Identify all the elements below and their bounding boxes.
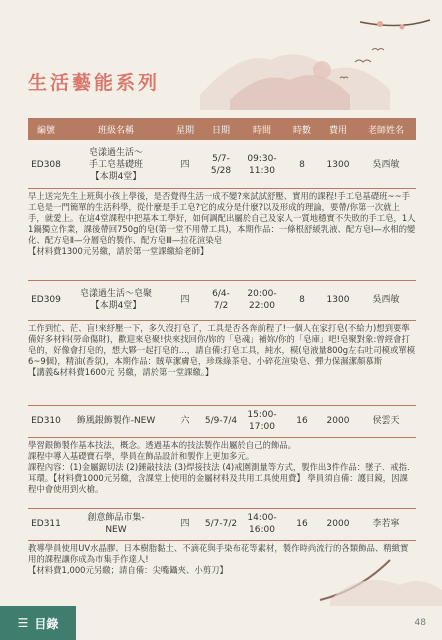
header-cell-hours: 時數 (292, 125, 311, 136)
course-fee: 2000 (326, 519, 350, 529)
page-number: 48 (414, 618, 426, 628)
course-name: 飾風銀飾製作-NEW (76, 416, 156, 426)
header-cell-id: 編號 (36, 125, 55, 136)
course-teacher: 吳西敏 (372, 295, 400, 305)
divider (28, 320, 416, 321)
table-row (28, 511, 416, 537)
course-id: ED309 (31, 295, 61, 305)
course-teacher: 李若寧 (372, 519, 400, 529)
course-day: 六 (180, 416, 190, 426)
header-cell-date: 日期 (211, 125, 230, 136)
header-cell-fee: 費用 (328, 125, 347, 136)
table-row (28, 145, 416, 185)
header-cell-time: 時間 (252, 125, 271, 136)
divider (28, 540, 416, 541)
header-cell-day: 星期 (175, 125, 194, 136)
bird-shape (355, 60, 371, 62)
list-icon: ☰ (17, 616, 29, 630)
header-cell-name: 班級名稱 (97, 125, 134, 136)
blossom-shape (377, 21, 383, 27)
course-time: 15:00- 17:00 (247, 410, 277, 432)
course-fee: 2000 (326, 416, 350, 426)
course-date: 5/9-7/4 (204, 416, 238, 426)
table-row (28, 283, 416, 317)
divider (28, 508, 416, 509)
sun-shape (313, 61, 331, 79)
course-hours: 16 (296, 519, 308, 529)
course-hours: 8 (299, 160, 305, 170)
course-description: 早上送完先生上班與小孩上學後，是否覺得生活一成不變?來試試舒壓、實用的課程!手工皂基礎班~~手工皂是一門簡單的生活科學，從什麼是手工皂?它的成分是什麼?以及形成的理論，要帶/你第一次就上手，就愛上。在這4堂課程中把基本工學好，如何調配出屬於自己及家人一質地穩實不失敗的手工皂，1人1鍋獨立作業，課後帶回750g的皂(第一堂不用帶工具)，本期作品：一條根舒緩乳液、配方皂Ⅰ—水相的變化、配方皂Ⅱ—分層皂的製作、配方皂Ⅲ—拉花渲染皂 【材料費1300元另繳，請於第一堂課繳給老師】 (28, 191, 416, 256)
course-id: ED311 (31, 519, 61, 529)
course-name: 創意飾品市集- NEW (87, 513, 145, 535)
course-time: 09:30- 11:30 (247, 154, 277, 176)
course-teacher: 吳西敏 (372, 160, 400, 170)
course-date: 5/7-7/2 (204, 519, 238, 529)
page-title: 生活藝能系列 (28, 72, 161, 94)
course-fee: 1300 (326, 160, 350, 170)
course-fee: 1300 (326, 295, 350, 305)
course-date: 5/7- 5/28 (210, 154, 232, 176)
table-of-contents-button[interactable] (0, 606, 76, 640)
table-header (28, 118, 416, 140)
bird-shape (372, 49, 384, 51)
course-name: 皂漾過生活～皂聚 【本期4堂】 (79, 289, 152, 311)
divider (28, 405, 416, 406)
course-teacher: 侯雲天 (372, 416, 400, 426)
course-day: 四 (180, 519, 190, 529)
blossom-shape (400, 25, 405, 30)
course-name: 皂漾過生活～ 手工皂基礎班 【本期4堂】 (88, 148, 143, 182)
course-description: 教導學員使用UV水晶膠、日本樹脂黏土、不滴花與手染布花等素材，製作時尚流行的各類飾品、精緻實用的課程讓你成為市集手作達人! 【材料費1,000元另繳；請自備：尖嘴鑷夾、小剪刀】 (28, 543, 409, 575)
course-description: 學習銀飾製作基本技法，概念。透過基本的技法製作出屬於自己的飾品。 課程中導入基礎寶石學，學員在飾品設計和製作上更加多元。 課程內容：(1)金屬鋸切法 (2)錘敲技法 (3)焊接技法 (4)戒圍測量等方式，製作出3件作品：墜子．戒指．耳環。【材料費1000元另繳，含課堂上使用的金屬材料及共用工具使用費】 學員須自備：護目鏡，因課程中會使用到火槍。 (28, 440, 416, 494)
table-row (28, 408, 416, 434)
course-description: 工作到忙、茫、盲!來紓壓一下，多久沒打皂了，工具是否各奔前程了!一個人在家打皂(不給力)想到要準備好多材料(勞命傷財)，歡迎來皂聚!快來找回你/妳的「皂魂」補妳/你的「皂庫」吧!皂聚對象:曾經會打皂的，好像會打皂的，想大夥一起打皂的...，請自備:打皂工具，純水，模(皂液量800g左右吐司模或單模6~9個)，精油(香氛)，本期作品：賊草潔膚皂，珍珠綠茶皂、小碎花渲染皂、彈力保濕潔顏慕斯 【講義&材料費1600元 另繳，請於第一堂課繳。】 (28, 323, 416, 377)
course-time: 20:00- 22:00 (247, 289, 277, 311)
divider (28, 280, 416, 281)
table-of-contents-label: 目錄 (34, 616, 59, 631)
course-id: ED310 (31, 416, 61, 426)
course-hours: 16 (296, 416, 308, 426)
course-id: ED308 (31, 160, 61, 170)
mountain-shape (330, 580, 442, 606)
branch-shape (360, 20, 430, 26)
course-date: 6/4- 7/2 (212, 289, 230, 311)
header-cell-teacher: 老師姓名 (367, 125, 404, 136)
course-hours: 8 (299, 295, 305, 305)
divider (28, 188, 416, 189)
course-time: 14:00- 16:00 (247, 513, 277, 535)
course-day: 四 (180, 295, 190, 305)
divider (28, 437, 416, 438)
course-day: 四 (180, 160, 190, 170)
